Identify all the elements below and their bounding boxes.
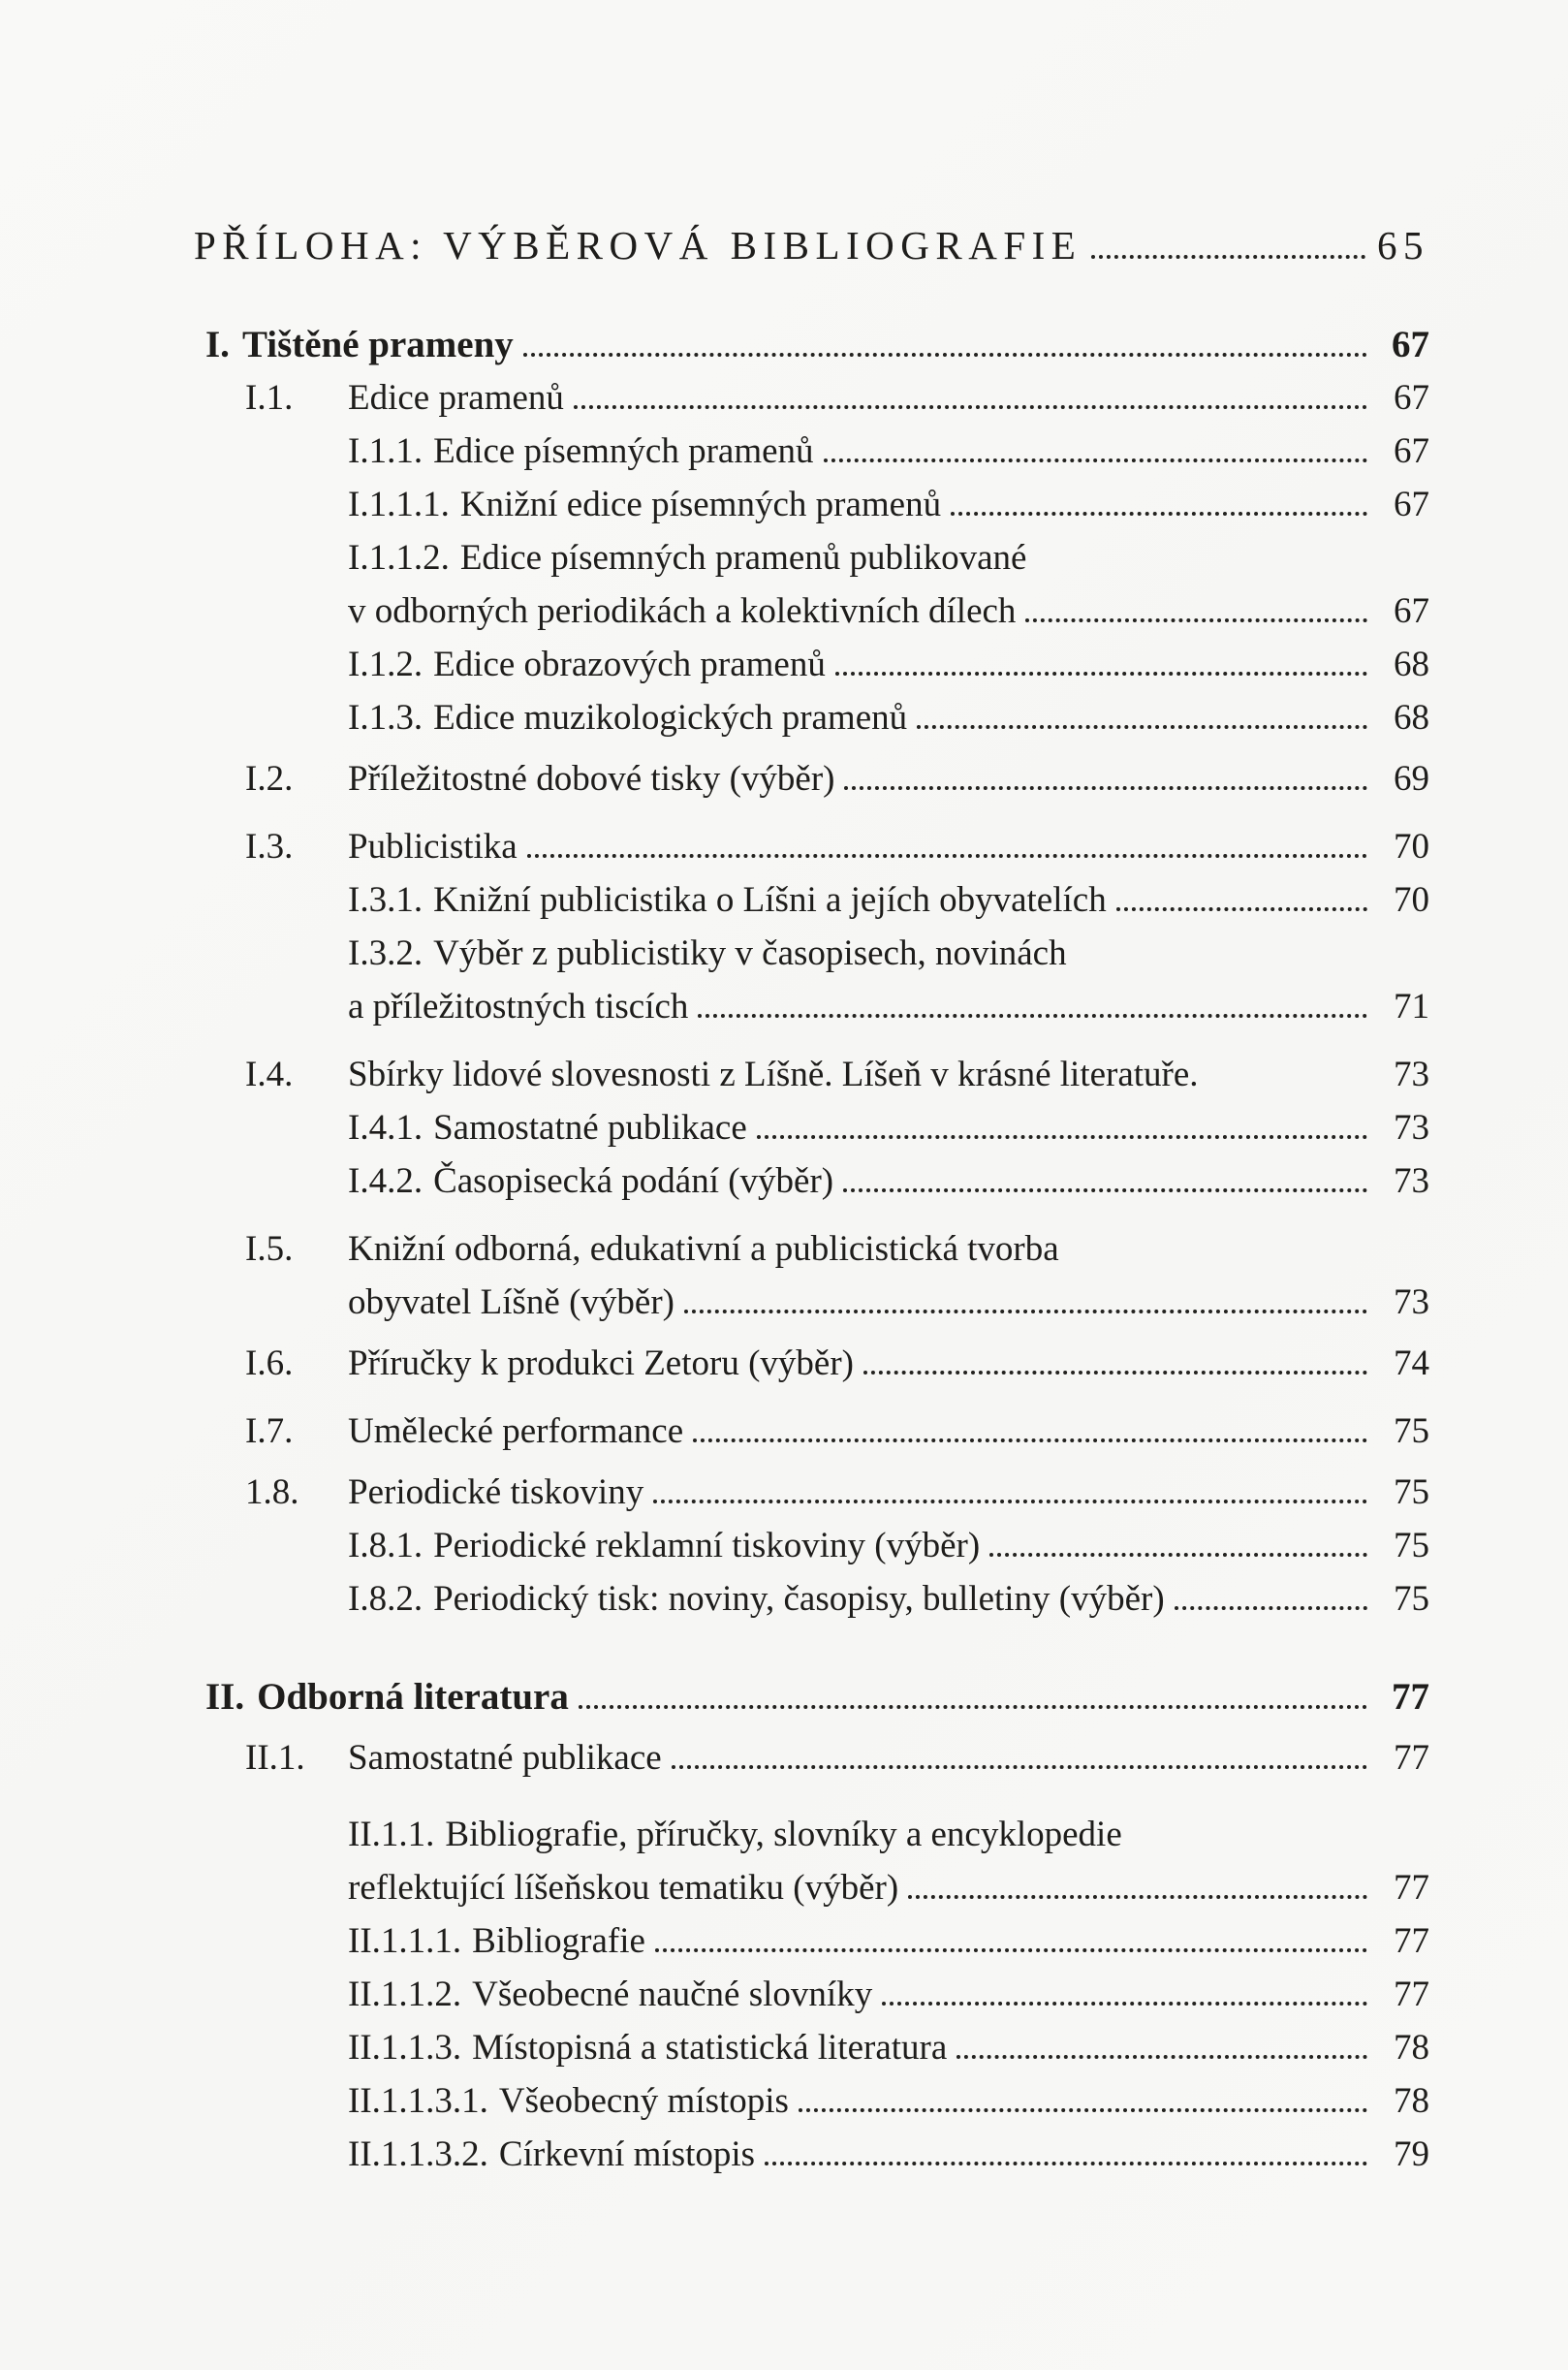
toc-entry-number: I.1.3. (348, 698, 423, 738)
toc-entry-number: I.6. (245, 1343, 294, 1383)
toc-entry-continuation (348, 585, 1429, 638)
dot-leader (765, 2162, 1367, 2165)
dot-leader (698, 1014, 1367, 1018)
toc-entry-number: I.4.1. (348, 1108, 423, 1148)
toc-lines (0, 318, 1568, 2181)
dot-leader (527, 854, 1367, 858)
toc-entry (348, 2074, 1429, 2128)
toc-entry (348, 873, 1429, 927)
toc-entry (245, 1222, 1429, 1276)
dot-leader (989, 1553, 1367, 1557)
toc-entry-number: I.5. (245, 1229, 294, 1269)
dot-leader (672, 1765, 1367, 1769)
page-number: 75 (1394, 1472, 1429, 1512)
toc-entry-text: Edice obrazových pramenů (433, 645, 826, 684)
dot-leader (844, 786, 1367, 790)
toc-entry (245, 371, 1429, 425)
toc-entry-text: Publicistika (348, 827, 517, 867)
page-number: 70 (1394, 827, 1429, 867)
toc-entry-number: I.4.2. (348, 1161, 423, 1201)
toc-entry (348, 1914, 1429, 1968)
page-number: 77 (1394, 1921, 1429, 1961)
dot-leader (655, 1948, 1367, 1952)
toc-entry (348, 1101, 1429, 1154)
toc-entry (348, 691, 1429, 744)
toc-entry-number: II.1.1.1. (348, 1921, 462, 1961)
toc-entry-text: Periodické tiskoviny (348, 1472, 644, 1512)
page-number: 67 (1394, 431, 1429, 471)
toc-entry (245, 1405, 1429, 1458)
dot-leader (908, 1895, 1367, 1899)
toc-entry-text: Tištěné prameny (241, 324, 514, 365)
page-number: 73 (1394, 1055, 1429, 1094)
toc-entry (205, 1670, 1429, 1723)
toc-entry-text: Umělecké performance (348, 1411, 684, 1451)
toc-entry (245, 1466, 1429, 1519)
dot-leader (1025, 618, 1367, 622)
page-number: 75 (1394, 1579, 1429, 1619)
toc-entry-text: a příležitostných tiscích (348, 987, 689, 1027)
toc-entry-text: Časopisecká podání (výběr) (433, 1161, 834, 1201)
toc-entry-number: II.1.1.3.1. (348, 2081, 488, 2121)
toc-entry-number: I.3.2. (348, 933, 423, 973)
dot-leader (1091, 255, 1365, 259)
toc-entry (348, 531, 1429, 585)
table-of-contents (0, 215, 1568, 2181)
toc-entry-text: Knižní publicistika o Líšni a jejích obyvatelích (433, 880, 1107, 920)
toc-entry-number: I.8.2. (348, 1579, 423, 1619)
dot-leader (1175, 1606, 1367, 1610)
toc-entry-number: I.3.1. (348, 880, 423, 920)
dot-leader (757, 1135, 1367, 1139)
toc-entry-text: Knižní odborná, edukativní a publicistická tvorba (348, 1229, 1059, 1269)
page-number: 67 (1394, 378, 1429, 418)
toc-entry (348, 1519, 1429, 1572)
toc-entry-text: Edice písemných pramenů publikované (459, 538, 1027, 578)
page-number: 74 (1394, 1343, 1429, 1383)
page-number: 77 (1394, 1868, 1429, 1908)
page-number: 73 (1394, 1108, 1429, 1148)
dot-leader (684, 1310, 1367, 1313)
toc-entry-text: v odborných periodikách a kolektivních dílech (348, 591, 1017, 631)
toc-entry (245, 752, 1429, 806)
toc-entry (348, 1808, 1429, 1861)
page-number: 71 (1394, 987, 1429, 1027)
page-number: 69 (1394, 759, 1429, 799)
toc-entry-text: Edice písemných pramenů (433, 431, 814, 471)
dot-leader (956, 2055, 1367, 2059)
toc-entry-continuation (348, 1276, 1429, 1329)
dot-leader (579, 1705, 1367, 1709)
page-number: 68 (1394, 645, 1429, 684)
toc-entry-text: Příručky k produkci Zetoru (výběr) (348, 1343, 854, 1383)
dot-leader (882, 2002, 1367, 2006)
page-number: 67 (1392, 324, 1429, 365)
toc-entry-text: Místopisná a statistická literatura (472, 2028, 948, 2068)
toc-entry (348, 927, 1429, 980)
dot-leader (951, 512, 1367, 516)
toc-entry-number: II.1.1.3. (348, 2028, 462, 2068)
toc-entry-text: Samostatné publikace (348, 1738, 662, 1778)
toc-entry-number: I.1. (245, 378, 294, 418)
dot-leader (799, 2108, 1367, 2112)
page-number: 77 (1394, 1975, 1429, 2014)
toc-entry (348, 1968, 1429, 2021)
toc-entry-text: Edice muzikologických pramenů (433, 698, 908, 738)
toc-entry-continuation (348, 1861, 1429, 1914)
toc-entry-number: I.4. (245, 1055, 294, 1094)
page-number: 67 (1394, 591, 1429, 631)
dot-leader (574, 405, 1367, 409)
toc-entry (348, 1154, 1429, 1208)
toc-entry-number: I.1.1. (348, 431, 423, 471)
dot-leader (523, 353, 1367, 357)
page-number: 65 (1377, 223, 1429, 268)
toc-entry-number: II.1.1.3.2. (348, 2134, 488, 2174)
toc-entry-text: Periodický tisk: noviny, časopisy, bulletiny (výběr) (433, 1579, 1165, 1619)
dot-leader (1116, 907, 1367, 911)
toc-entry-text: Odborná literatura (257, 1676, 569, 1718)
toc-entry-text: Bibliografie, příručky, slovníky a encyklopedie (445, 1815, 1122, 1854)
toc-entry (205, 318, 1429, 371)
page-number: 67 (1394, 485, 1429, 524)
toc-entry-text: Knižní edice písemných pramenů (459, 485, 942, 524)
toc-entry-number: II.1.1. (348, 1815, 435, 1854)
toc-entry (348, 2021, 1429, 2074)
toc-entry-text: Všeobecné naučné slovníky (472, 1975, 873, 2014)
toc-entry (348, 478, 1429, 531)
toc-entry-text: Bibliografie (472, 1921, 645, 1961)
toc-entry-number: II.1.1.2. (348, 1975, 462, 2014)
toc-entry-number: I.3. (245, 827, 294, 867)
toc-entry (245, 1731, 1429, 1785)
dot-leader (824, 458, 1367, 462)
dot-leader (863, 1371, 1367, 1375)
page-number: 78 (1394, 2081, 1429, 2121)
toc-entry-number: I.1.1.2. (348, 538, 450, 578)
dot-leader (653, 1500, 1367, 1503)
page-number: 75 (1394, 1411, 1429, 1451)
dot-leader (835, 672, 1367, 676)
toc-entry-text: obyvatel Líšně (výběr) (348, 1282, 674, 1322)
toc-entry-number: I.1.1.1. (348, 485, 450, 524)
page-number: 78 (1394, 2028, 1429, 2068)
page-number: 73 (1394, 1161, 1429, 1201)
page-number: 75 (1394, 1526, 1429, 1565)
toc-entry-text: Periodické reklamní tiskoviny (výběr) (433, 1526, 981, 1565)
toc-entry-text: Sbírky lidové slovesnosti z Líšně. Líšeň v krásné literatuře. (348, 1055, 1199, 1094)
toc-entry-number: I.8.1. (348, 1526, 423, 1565)
toc-entry-continuation (348, 980, 1429, 1033)
toc-entry-number: I.1.2. (348, 645, 423, 684)
appendix-title-row (194, 215, 1429, 275)
toc-entry-text: Samostatné publikace (433, 1108, 747, 1148)
page-number: 79 (1394, 2134, 1429, 2174)
page-number: 68 (1394, 698, 1429, 738)
toc-entry (348, 1572, 1429, 1626)
toc-entry (245, 820, 1429, 873)
appendix-title: PŘÍLOHA: VÝBĚROVÁ BIBLIOGRAFIE (194, 223, 1082, 268)
toc-entry-number: I. (205, 324, 230, 365)
dot-leader (917, 725, 1367, 729)
toc-entry-text: reflektující líšeňskou tematiku (výběr) (348, 1868, 899, 1908)
toc-entry-number: I.2. (245, 759, 294, 799)
dot-leader (843, 1188, 1367, 1192)
page-number: 77 (1392, 1676, 1429, 1718)
toc-entry-number: II.1. (245, 1738, 305, 1778)
page-number: 70 (1394, 880, 1429, 920)
toc-entry-number: I.7. (245, 1411, 294, 1451)
toc-entry-text: Všeobecný místopis (498, 2081, 789, 2121)
toc-entry (348, 425, 1429, 478)
toc-entry (348, 2128, 1429, 2181)
dot-leader (693, 1438, 1367, 1442)
toc-entry-text: Příležitostné dobové tisky (výběr) (348, 759, 835, 799)
toc-entry (245, 1048, 1429, 1101)
toc-entry (245, 1337, 1429, 1390)
toc-entry-text: Církevní místopis (498, 2134, 756, 2174)
toc-entry (348, 638, 1429, 691)
toc-entry-number: II. (205, 1676, 245, 1718)
page-number: 77 (1394, 1738, 1429, 1778)
toc-entry-text: Výběr z publicistiky v časopisech, novinách (433, 933, 1067, 973)
toc-entry-text: Edice pramenů (348, 378, 564, 418)
toc-entry-number: 1.8. (245, 1472, 299, 1512)
page-number: 73 (1394, 1282, 1429, 1322)
